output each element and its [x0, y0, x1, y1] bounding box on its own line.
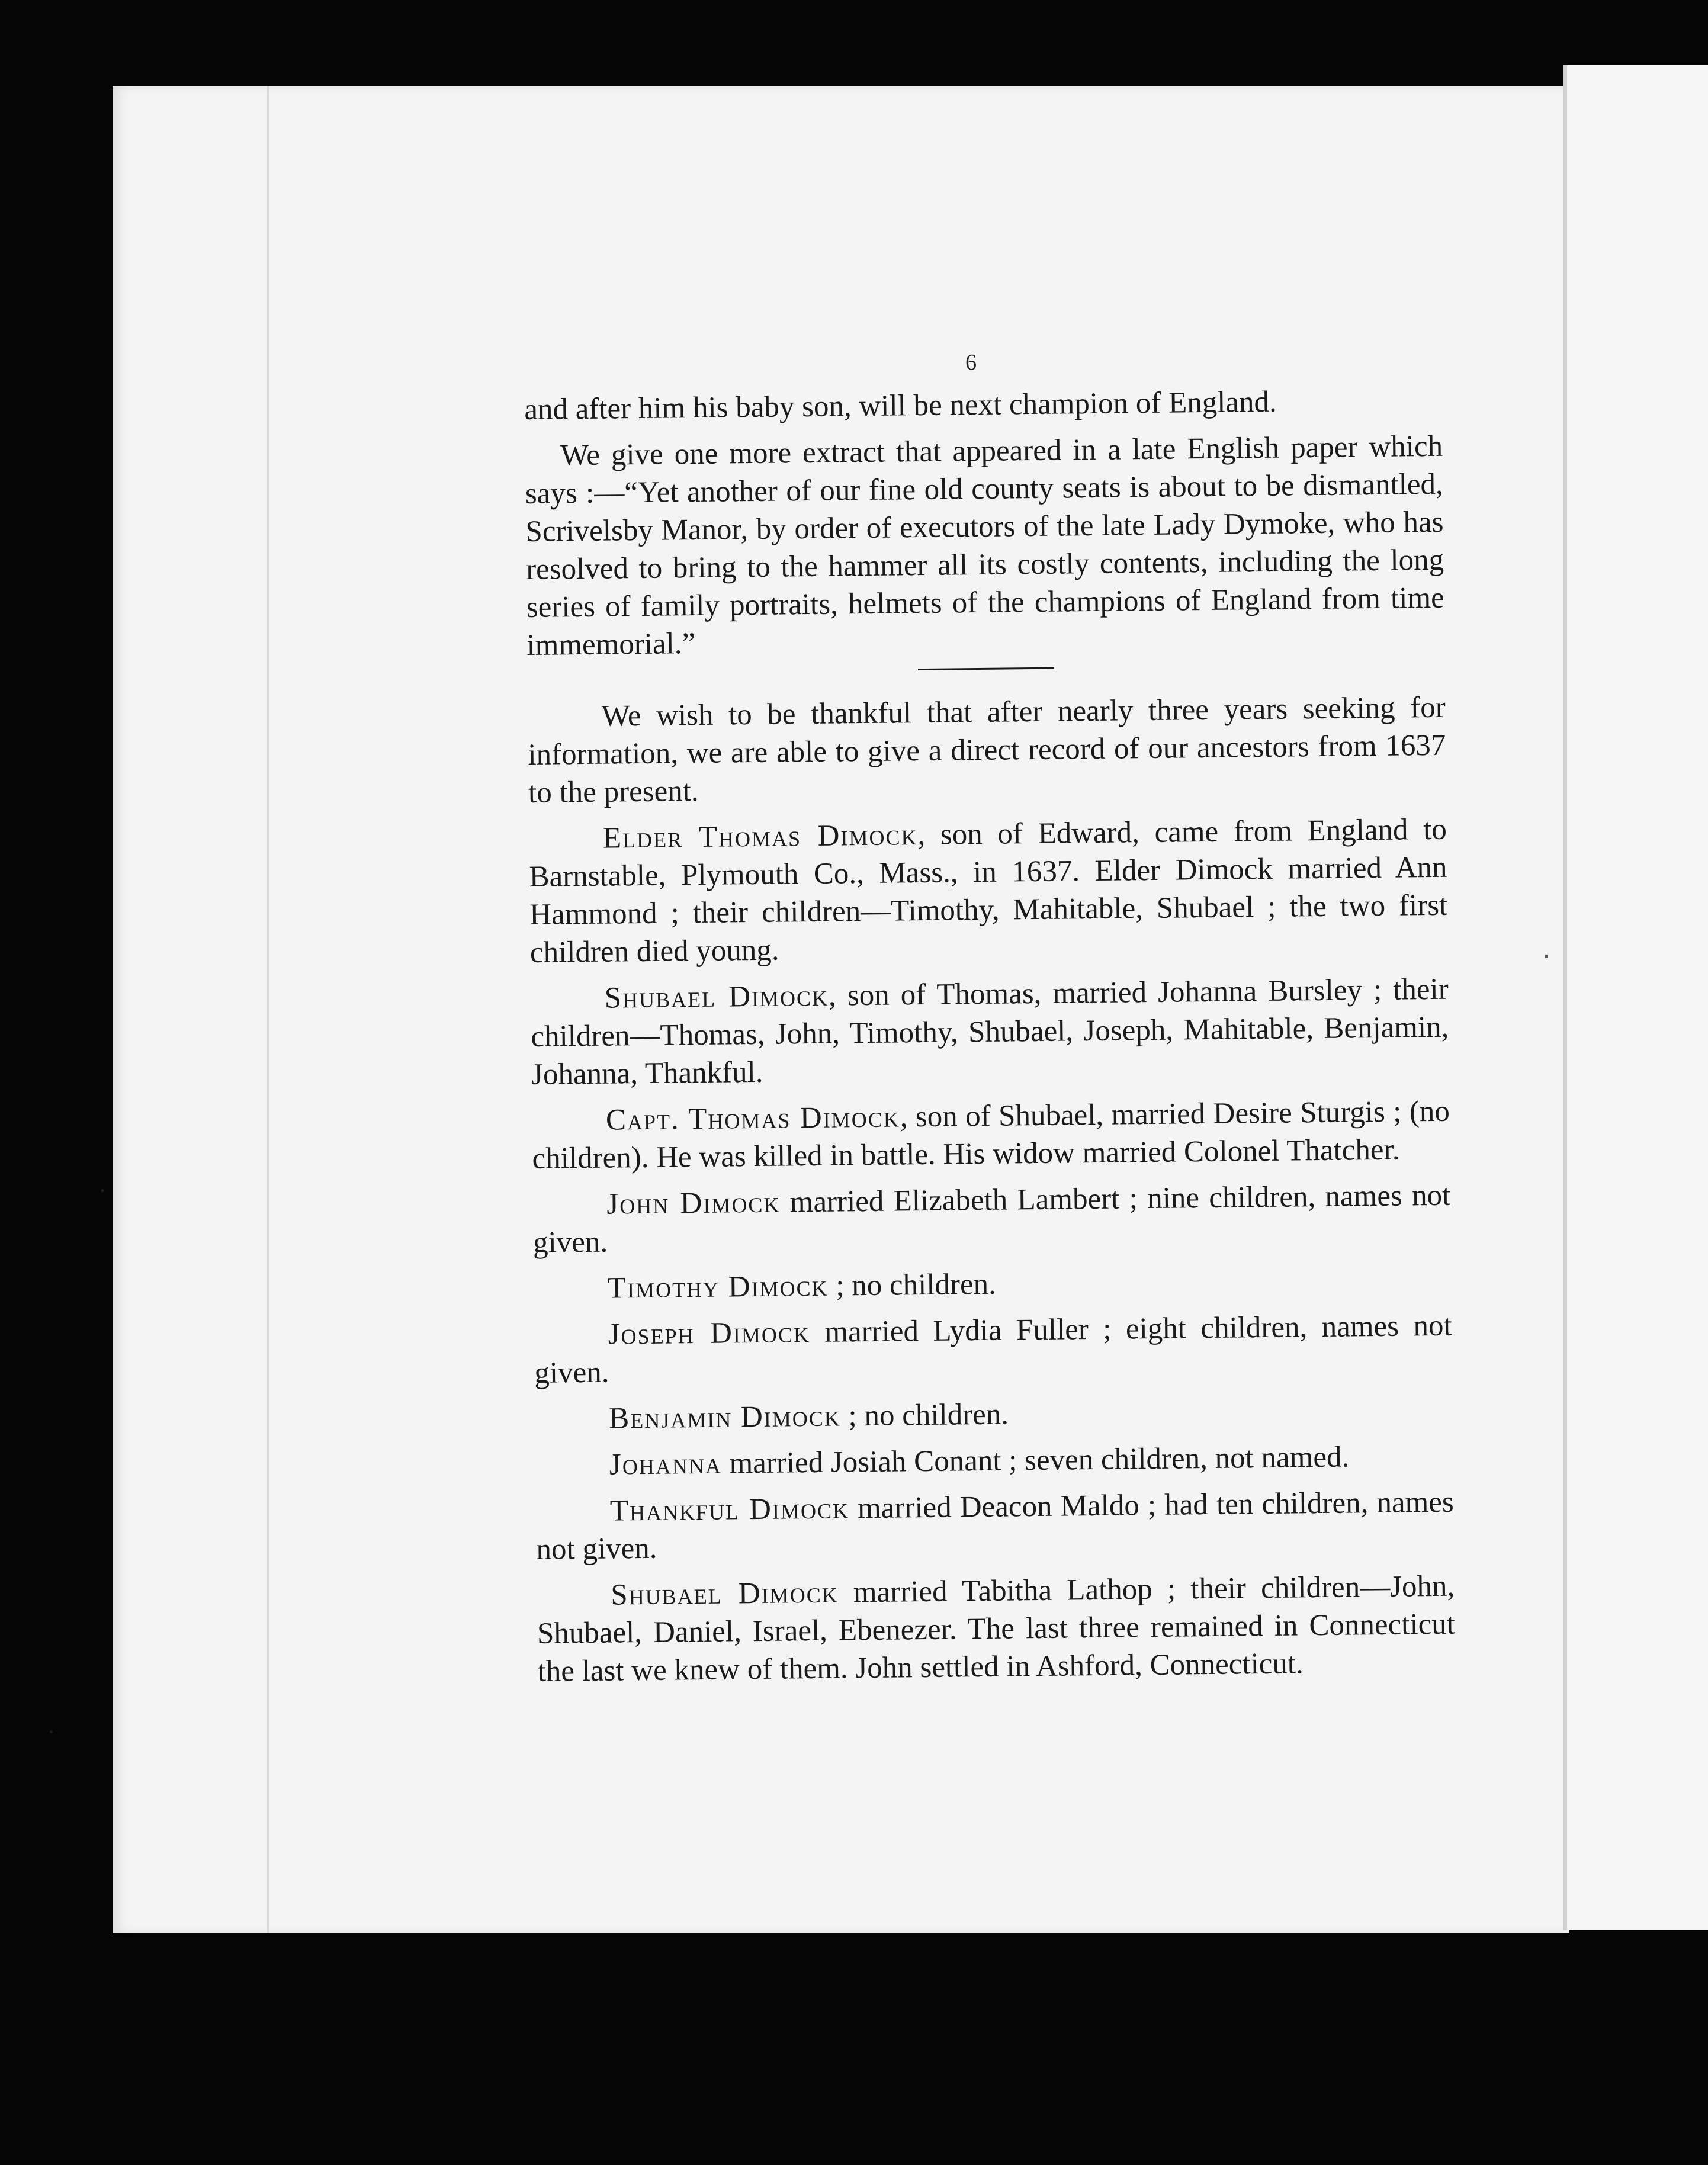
entry-name: Shubael Dimock: [604, 979, 829, 1015]
entry-text: ; no children.: [840, 1398, 1009, 1433]
genealogy-entry: [537, 1567, 1456, 1691]
entry-text: , son of Thomas, married Johanna Bursley ; their children—Thomas, John, Timothy, Shubael, Joseph, Mahitable, Benjamin, Johanna, Thankful.: [531, 972, 1449, 1091]
entry-name: Capt. Thomas Dimock: [605, 1100, 900, 1137]
genealogy-entry: [529, 811, 1449, 972]
entry-text: married Elizabeth Lambert ; nine children, names not given.: [532, 1178, 1451, 1260]
entry-text: married Josiah Conant ; seven children, not named.: [721, 1440, 1350, 1480]
paragraph-continuation: and after him his baby son, will be next champion of England.: [524, 385, 1277, 426]
entry-name: Benjamin Dimock: [608, 1399, 842, 1435]
scan-speck: [1545, 955, 1548, 958]
page-text: [524, 381, 1456, 1699]
genealogy-entry: [535, 1391, 1453, 1438]
entry-name: John Dimock: [606, 1186, 781, 1221]
genealogy-entry: [534, 1261, 1452, 1308]
page-fold-line: [267, 86, 269, 1933]
page-number: 6: [965, 350, 977, 375]
entry-name: Timothy Dimock: [607, 1269, 829, 1305]
facing-page-edge: [1563, 65, 1708, 1930]
entry-name: Thankful Dimock: [609, 1492, 850, 1528]
entry-text: , son of Edward, came from England to Barnstable, Plymouth Co., Mass., in 1637. Elder Dimock married Ann Hammond ; their children—Timothy, Mahitable, Shubael ; the two first children died young.: [529, 812, 1448, 969]
entry-name: Joseph Dimock: [608, 1316, 811, 1351]
entry-name: Johanna: [609, 1447, 723, 1482]
entry-text: married Tabitha Lathop ; their children—John, Shubael, Daniel, Israel, Ebenezer. The last three remained in Connecticut the last we knew of them. John settled in Ashford, Connecticut.: [537, 1569, 1456, 1688]
entry-text: , son of Shubael, married Desire Sturgis ; (no children). He was killed in battle. His widow married Colonel Thatcher.: [532, 1094, 1450, 1175]
paragraph-extract: We give one more extract that appeared in a late English paper which says :—“Yet another of our fine old county seats is about to be dismantled, Scrivelsby Manor, by order of executors of the late Lady Dymoke, who has resolved to bring to the hammer all its costly contents, including the long series of family portraits, helmets of the champions of England from time immemorial.”: [525, 429, 1445, 662]
genealogy-entry: [532, 1093, 1450, 1178]
genealogy-entry: [535, 1437, 1454, 1485]
entry-name: Shubael Dimock: [611, 1576, 839, 1612]
section-divider: [918, 667, 1054, 670]
genealogy-entry: [534, 1307, 1452, 1392]
genealogy-entry: [532, 1177, 1451, 1262]
paragraph-intro: We wish to be thankful that after nearly three years seeking for information, we are able to give a direct record of our ancestors from 1637 to the present.: [528, 690, 1446, 810]
entry-text: married Lydia Fuller ; eight children, names not given.: [534, 1309, 1452, 1390]
entry-name: Elder Thomas Dimock: [602, 818, 918, 855]
genealogy-entry: [530, 971, 1449, 1094]
entry-text: married Deacon Maldo ; had ten children, names not given.: [536, 1485, 1455, 1566]
genealogy-entry: [535, 1483, 1454, 1569]
entry-text: ; no children.: [828, 1267, 997, 1303]
